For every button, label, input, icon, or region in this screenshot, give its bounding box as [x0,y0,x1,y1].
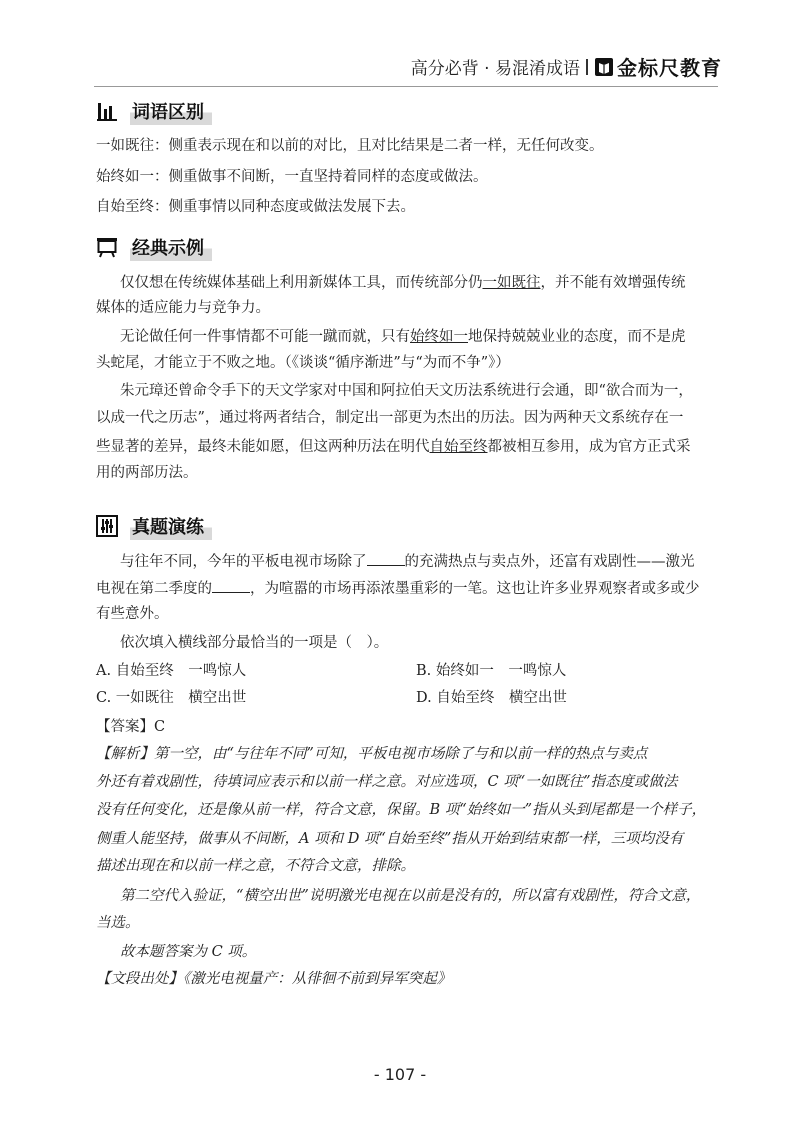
section-heading-exam-practice [96,512,212,540]
brand-name: 金标尺教育 [617,56,722,80]
example-paragraph-line: 以成一代之历志”，通过将两者结合，制定出一部更为杰出的历法。因为两种天文系统存在一 [96,410,684,426]
source-line: 【文段出处】《激光电视量产：从徘徊不前到异军突起》 [96,971,452,987]
analysis-line: 没有任何变化，还是像从前一样，符合文意，保留。B 项“始终如一”指从头到尾都是一个样子， [96,802,707,818]
page-header [411,52,722,81]
example-paragraph-line [120,273,716,293]
example-paragraph-line: 用的两部历法。 [96,465,198,481]
question-prompt: 依次填入横线部分最恰当的一项是（ ）。 [120,635,389,651]
question-line [96,578,716,599]
underlined-term: 一如既往 [482,275,541,291]
analysis-line: 【解析】第一空，由“与往年不同”可知，平板电视市场除了与和以前一样的热点与卖点 [96,746,648,762]
presentation-board-icon [96,236,118,258]
question-line: 有些意外。 [96,606,169,622]
text-run: ，并不能有效增强传统 [540,275,686,291]
underlined-term: 始终如一 [410,329,468,345]
example-paragraph-line [96,437,716,457]
book-logo-icon [594,57,614,77]
option-c: C. 一如既往 横空出世 [96,690,247,706]
option-d: D. 自始至终 横空出世 [416,690,567,706]
header-rule [94,86,718,87]
analysis-line: 外还有着戏剧性，待填词应表示和以前一样之意。对应选项，C 项“一如既往”指态度或做法 [96,774,678,790]
text-run: 都被相互参用，成为官方正式采 [487,439,691,455]
definition-line: 始终如一：侧重做事不间断，一直坚持着同样的态度或做法。 [96,169,488,185]
brand [594,52,722,81]
option-a: A. 自始至终 一鸣惊人 [96,663,247,679]
example-paragraph-line [120,327,716,347]
fill-blank [367,551,405,566]
underlined-term: 自始至终 [429,439,488,455]
analysis-line: 侧重人能坚持，做事从不间断，A 项和 D 项“自始至终”指从开始到结束都一样，三项均没有 [96,831,684,847]
header-divider [586,59,588,75]
example-paragraph-line: 头蛇尾，才能立于不败之地。（《谈谈“循序渐进”与“为而不争”》） [96,355,510,371]
text-run: 电视在第二季度的 [96,581,212,597]
definition-line: 一如既往：侧重表示现在和以前的对比，且对比结果是二者一样，无任何改变。 [96,138,604,154]
bar-chart-icon [96,100,118,122]
section-title: 真题演练 [130,512,212,540]
analysis-line: 描述出现在和以前一样之意，不符合文意，排除。 [96,858,415,874]
example-paragraph-line: 朱元璋还曾命令手下的天文学家对中国和阿拉伯天文历法系统进行会通，即“欲合而为一， [120,383,693,399]
page-number: - 107 - [373,1065,427,1084]
text-run: 些显著的差异，最终未能如愿，但这两种历法在明代 [96,439,430,455]
example-paragraph-line: 媒体的适应能力与竞争力。 [96,300,270,316]
text-run: 无论做任何一件事情都不可能一蹴而就，只有 [120,329,410,345]
answer-line: 【答案】C [96,719,166,735]
section-heading-examples [96,233,212,261]
section-heading-word-distinction [96,97,212,125]
option-b: B. 始终如一 一鸣惊人 [416,663,567,679]
section-title: 词语区别 [130,97,212,125]
text-run: 与往年不同，今年的平板电视市场除了 [120,554,367,570]
analysis-line: 第二空代入验证，“横空出世”说明激光电视在以前是没有的，所以富有戏剧性，符合文意， [120,888,701,904]
fill-blank [212,578,250,593]
analysis-line: 当选。 [96,915,140,931]
text-run: 地保持兢兢业业的态度，而不是虎 [468,329,686,345]
sliders-icon [96,515,118,537]
text-run: 的充满热点与卖点外，还富有戏剧性——激光 [404,554,695,570]
text-run: ，为喧嚣的市场再添浓墨重彩的一笔。这也让许多业界观察者或多或少 [250,581,700,597]
analysis-line: 故本题答案为 C 项。 [120,944,257,960]
series-title: 高分必背 · 易混淆成语 [410,59,580,79]
text-run: 仅仅想在传统媒体基础上利用新媒体工具，而传统部分仍 [120,275,483,291]
definition-line: 自始至终：侧重事情以同种态度或做法发展下去。 [96,199,415,215]
question-line [120,551,716,572]
section-title: 经典示例 [130,233,212,261]
